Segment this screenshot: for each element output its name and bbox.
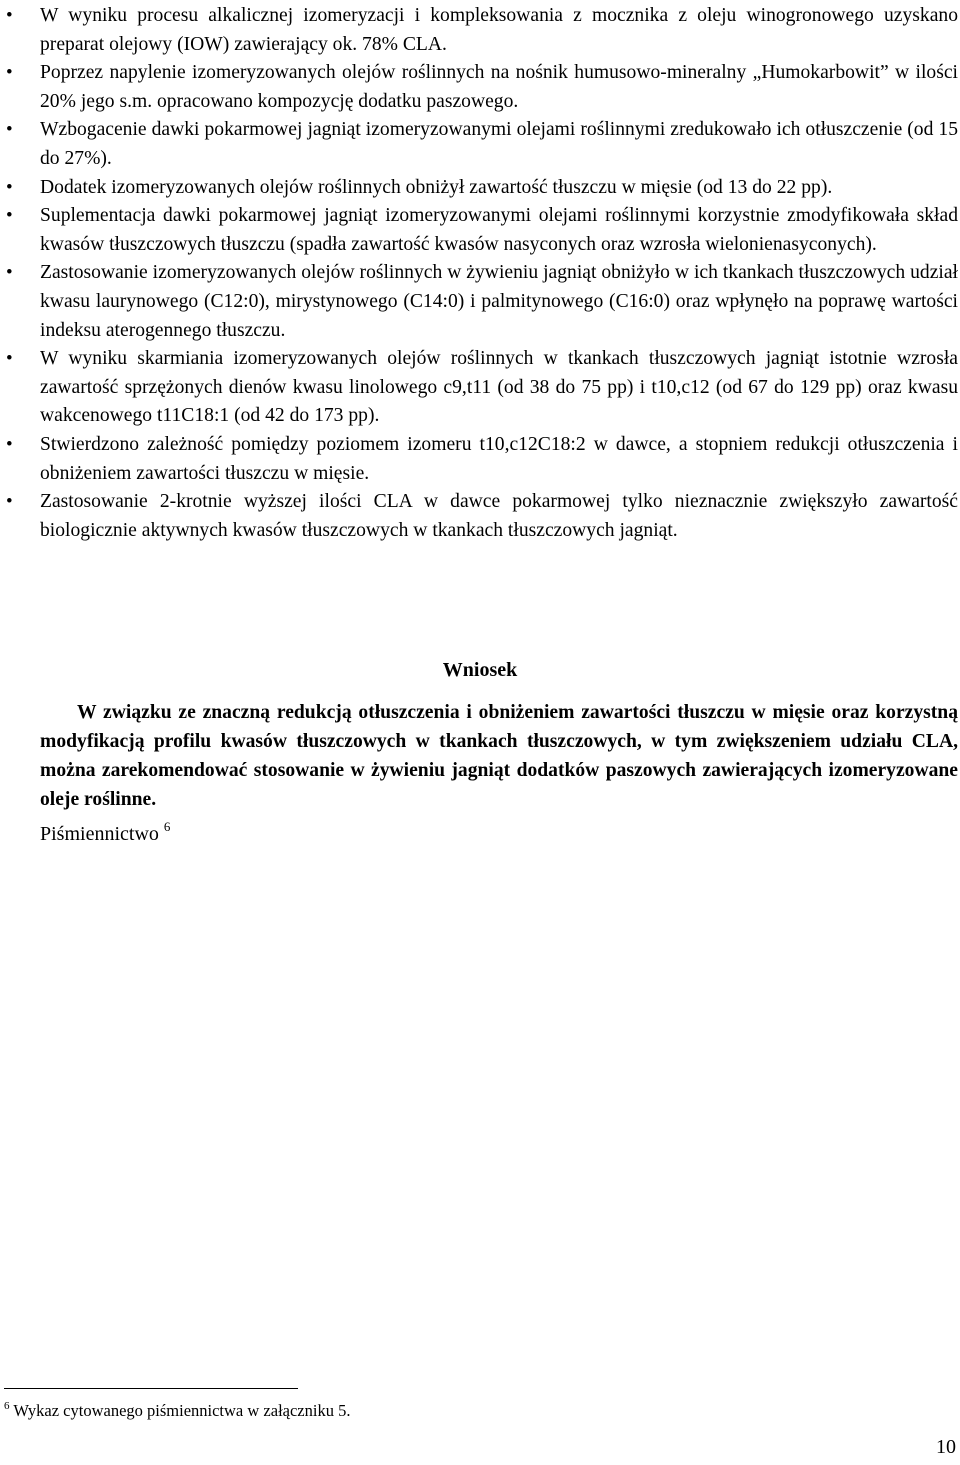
finding-item: • Wzbogacenie dawki pokarmowej jagniąt izomeryzowanymi olejami roślinnymi zredukowało ich otłuszczenie (od 15 do 27%). <box>0 116 960 173</box>
footnote-text: Wykaz cytowanego piśmiennictwa w załączniku 5. <box>13 1401 351 1420</box>
bibliography-label <box>40 820 170 848</box>
footnote <box>4 1400 350 1422</box>
finding-item: • W wyniku skarmiania izomeryzowanych olejów roślinnych w tkankach tłuszczowych jagniąt istotnie wzrosła zawartość sprzężonych dienów kwasu linolowego c9,t11 (od 38 do 75 pp) i t10,c12 (od 67 do 129 pp) oraz kwasu wakcenowego t11C18:1 (od 42 do 173 pp). <box>0 345 960 431</box>
bibliography-text: Piśmiennictwo <box>40 823 159 845</box>
footnote-reference[interactable]: 6 <box>163 819 171 834</box>
conclusion-paragraph: W związku ze znaczną redukcją otłuszczenia i obniżeniem zawartości tłuszczu w mięsie oraz korzystną modyfikacją profilu kwasów tłuszczowych w tkankach tłuszczowych, w tym zwiększeniem udziału CLA, można zarekomendować stosowanie w żywieniu jagniąt dodatków paszowych zawierających izomeryzowane oleje roślinne. <box>40 702 958 810</box>
finding-item: • Dodatek izomeryzowanych olejów roślinnych obniżył zawartość tłuszczu w mięsie (od 13 do 22 pp). <box>0 174 960 203</box>
finding-item: • Zastosowanie izomeryzowanych olejów roślinnych w żywieniu jagniąt obniżyło w ich tkankach tłuszczowych udział kwasu laurynowego (C12:0), mirystynowego (C14:0) i palmitynowego (C16:0) oraz wpłynęło na poprawę wartości indeksu aterogennego tłuszczu. <box>0 259 960 345</box>
page-number: 10 <box>936 1436 956 1458</box>
footnote-divider <box>4 1388 298 1389</box>
finding-item: • Zastosowanie 2-krotnie wyższej ilości CLA w dawce pokarmowej tylko nieznacznie zwiększyło zawartość biologicznie aktywnych kwasów tłuszczowych w tkankach tłuszczowych jagniąt. <box>0 488 960 545</box>
conclusion-heading: Wniosek <box>442 659 518 681</box>
finding-item: • Suplementacja dawki pokarmowej jagniąt izomeryzowanymi olejami roślinnymi korzystnie zmodyfikowała skład kwasów tłuszczowych tłuszczu (spadła zawartość kwasów nasyconych oraz wzrosła wielonienasyconych). <box>0 202 960 259</box>
finding-item: • Stwierdzono zależność pomiędzy poziomem izomeru t10,c12C18:2 w dawce, a stopniem redukcji otłuszczenia i obniżeniem zawartości tłuszczu w mięsie. <box>0 431 960 488</box>
findings-list <box>0 2 960 545</box>
finding-item: • Poprzez napylenie izomeryzowanych olejów roślinnych na nośnik humusowo-mineralny „Humokarbowit” w ilości 20% jego s.m. opracowano kompozycję dodatku paszowego. <box>0 59 960 116</box>
footnote-number: 6 <box>4 1400 10 1412</box>
finding-item: • W wyniku procesu alkalicznej izomeryzacji i kompleksowania z mocznika z oleju winogronowego uzyskano preparat olejowy (IOW) zawierający ok. 78% CLA. <box>0 2 960 59</box>
